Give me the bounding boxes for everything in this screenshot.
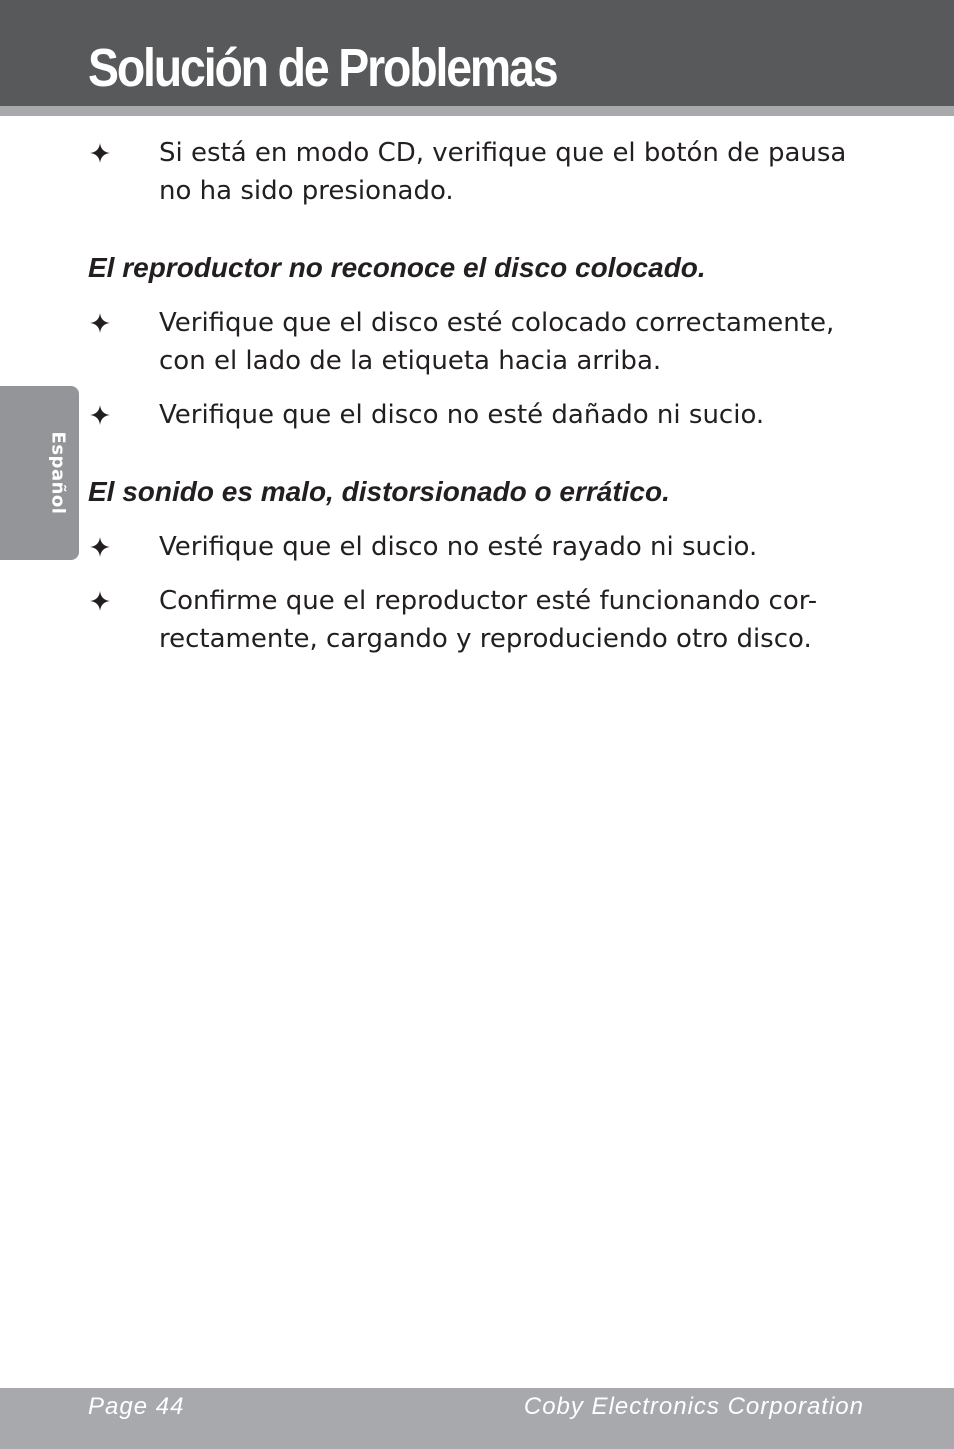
- header-bar: [0, 0, 954, 106]
- section-bullet-list: [88, 304, 868, 434]
- footer-bar: [0, 1388, 954, 1449]
- list-item: [88, 304, 868, 380]
- list-item-text: Verifique que el disco esté colocado correctamente, con el lado de la etiqueta hacia arriba.: [159, 308, 835, 376]
- page-title: Solución de Problemas: [88, 38, 557, 98]
- main-content: [88, 134, 868, 658]
- list-item-text: Si está en modo CD, verifique que el botón de pausa no ha sido presionado.: [159, 138, 847, 206]
- list-item-text: Confirme que el reproductor esté funcionando cor-rectamente, cargando y reproduciendo otro disco.: [159, 586, 818, 654]
- section-heading: El reproductor no reconoce el disco colocado.: [88, 252, 706, 283]
- list-item: [88, 396, 868, 434]
- four-point-star-icon: [88, 396, 112, 434]
- four-point-star-icon: [88, 582, 112, 620]
- section-bullet-list: [88, 528, 868, 658]
- intro-bullet-list: [88, 134, 868, 210]
- list-item-text: Verifique que el disco no esté rayado ni sucio.: [159, 532, 758, 562]
- four-point-star-icon: [88, 304, 112, 342]
- list-item: [88, 528, 868, 566]
- list-item-text: Verifique que el disco no esté dañado ni sucio.: [159, 400, 765, 430]
- four-point-star-icon: [88, 528, 112, 566]
- language-side-tab-label: Español: [47, 431, 69, 515]
- four-point-star-icon: [88, 134, 112, 172]
- page-number: Page 44: [88, 1393, 185, 1420]
- header-stripe: [0, 106, 954, 116]
- list-item: [88, 134, 868, 210]
- list-item: [88, 582, 868, 658]
- company-name: Coby Electronics Corporation: [523, 1393, 864, 1420]
- section-heading: El sonido es malo, distorsionado o errático.: [88, 476, 670, 507]
